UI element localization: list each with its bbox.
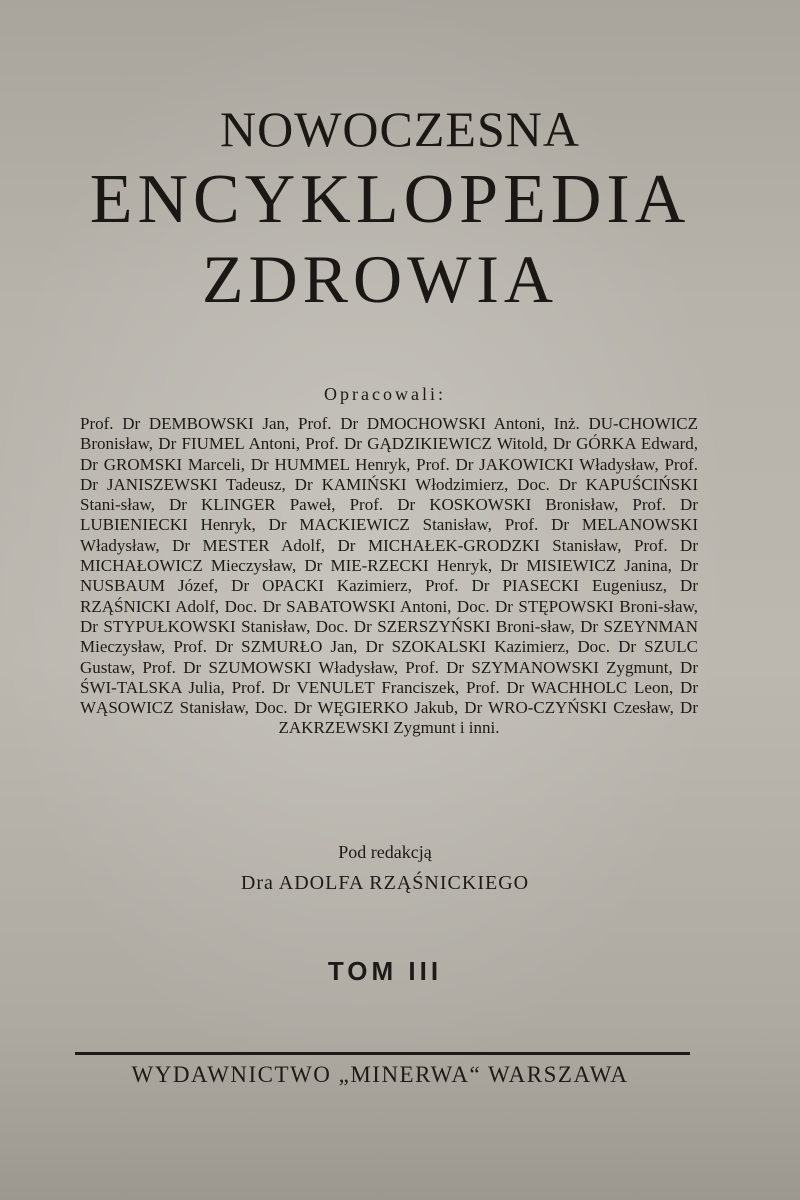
title-line-1: NOWOCZESNA — [220, 101, 580, 157]
divider-rule — [75, 1052, 690, 1055]
authors-list: Prof. Dr DEMBOWSKI Jan, Prof. Dr DMOCHOWSKI Antoni, Inż. DU-CHOWICZ Bronisław, Dr FIUMEL Antoni, Prof. Dr GĄDZIKIEWICZ Witold, Dr GÓRKA Edward, Dr GROMSKI Marceli, Dr HUMMEL Henryk, Prof. Dr JAKOWICKI Władysław, Prof. Dr JANISZEWSKI Tadeusz, Dr KAMIŃSKI Włodzimierz, Doc. Dr KAPUŚCIŃSKI Stani-sław, Dr KLINGER Paweł, Prof. Dr KOSKOWSKI Bronisław, Prof. Dr LUBIENIECKI Henryk, Dr MACKIEWICZ Stanisław, Prof. Dr MELANOWSKI Władysław, Dr MESTER Adolf, Dr MICHAŁEK-GRODZKI Stanisław, Prof. Dr MICHAŁOWICZ Mieczysław, Dr MIE-RZECKI Henryk, Dr MISIEWICZ Janina, Dr NUSBAUM Józef, Dr OPACKI Kazimierz, Prof. Dr PIASECKI Eugeniusz, Dr RZĄŚNICKI Adolf, Doc. Dr SABATOWSKI Antoni, Doc. Dr STĘPOWSKI Broni-sław, Dr STYPUŁKOWSKI Stanisław, Doc. Dr SZERSZYŃSKI Broni-sław, Dr SZEYNMAN Mieczysław, Prof. Dr SZMURŁO Jan, Dr SZOKALSKI Kazimierz, Doc. Dr SZULC Gustaw, Prof. Dr SZUMOWSKI Władysław, Prof. Dr SZYMANOWSKI Zygmunt, Dr ŚWI-TALSKA Julia, Prof. Dr VENULET Franciszek, Prof. Dr WACHHOLC Leon, Dr WĄSOWICZ Stanisław, Doc. Dr WĘGIERKO Jakub, Dr WRO-CZYŃSKI Czesław, Dr ZAKRZEWSKI Zygmunt i inni. — [80, 414, 698, 738]
title-line-2: ENCYKLOPEDIA — [89, 161, 691, 238]
editor-name: Dra ADOLFA RZĄŚNICKIEGO — [240, 872, 530, 894]
publisher-line: WYDAWNICTWO „MINERWA“ WARSZAWA — [131, 1062, 629, 1087]
editor-label: Pod redakcją — [338, 842, 432, 862]
credits-heading: Opracowali: — [324, 384, 446, 404]
title-line-3: ZDROWIA — [201, 241, 559, 317]
volume-number: TOM III — [327, 956, 443, 986]
